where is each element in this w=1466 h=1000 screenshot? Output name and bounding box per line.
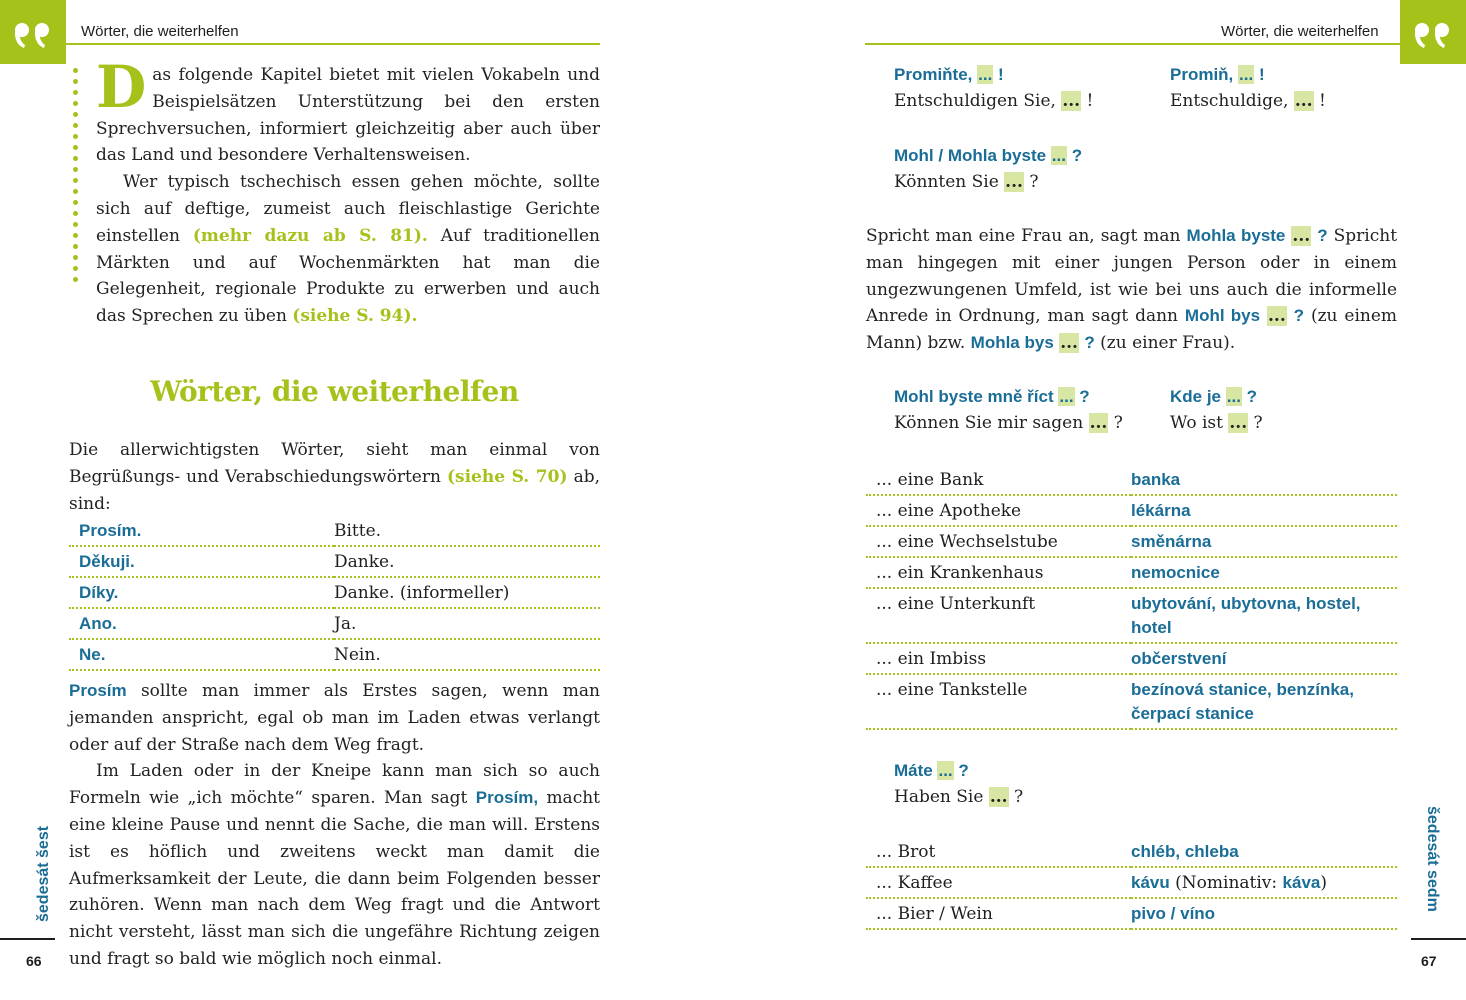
page-number-left: 66: [26, 953, 42, 969]
table-row: ... Bier / Wein pivo / víno: [866, 898, 1397, 929]
quote-icon-box: [0, 0, 66, 64]
address-paragraph: Spricht man eine Frau an, sagt man Mohla byste ... ? Spricht man hingegen mit einer jungen Person oder in einem ungezwungenen Umfeld, ist wie bei uns auch die informelle Anrede in Ordnung, man sagt dann Mohl bys ... ? (zu einem Mann) bzw. Mohla bys ... ? (zu einer Frau).: [866, 226, 1398, 354]
czech-term: občerstvení: [1131, 643, 1397, 674]
header-rule-right: [865, 43, 1400, 45]
czech-term: Ano.: [69, 608, 334, 639]
prosim-explanation: Prosím sollte man immer als Erstes sagen, wenn man jemanden anspricht, egal ob man im Laden etwas verlangt oder auf der Straße nach dem Weg fragt. Im Laden oder in der Kneipe kann man sich so auch Formeln wie „ich möchte“ sparen. Man sagt Prosím, macht eine kleine Pause und nennt die Sache, die man will. Erstens ist es höflich und zweitens weckt man damit die Aufmerksamkeit der Leute, die dann beim Folgenden besser zuhören. Wenn man nach dem Weg fragt und die Antwort nicht versteht, lässt man sich die ungefähre Richtung zeigen und fragt so bald wie möglich noch einmal.: [69, 681, 600, 969]
goods-table: [866, 837, 1397, 930]
table-row: [866, 526, 1397, 557]
phrase-mohl-byste-mne-rict: Mohl byste mně říct ... ? Können Sie mir sagen ... ?: [894, 387, 1123, 433]
running-title-left: Wörter, die weiterhelfen: [81, 23, 239, 40]
czech-term: Prosím.: [69, 516, 334, 546]
dotted-margin-line: [73, 68, 78, 288]
german-term: ... eine Bank: [866, 465, 1131, 495]
phrase-kde-je: Kde je ... ? Wo ist ... ?: [1170, 387, 1263, 433]
czech-word: Prosím,: [475, 788, 539, 808]
running-title-right: Wörter, die weiterhelfen: [1221, 23, 1379, 40]
czech-term: ubytování, ubytovna, hostel, hotel: [1131, 588, 1397, 643]
czech-word: Prosím: [69, 681, 127, 700]
czech-term: Díky.: [69, 577, 334, 608]
basic-vocab-table: [69, 516, 600, 671]
german-term: ... eine Apotheke: [866, 495, 1131, 526]
page-ref: (mehr dazu ab S. 81).: [192, 225, 428, 246]
table-row: [69, 516, 600, 546]
german-term: ... eine Unterkunft: [866, 588, 1131, 643]
phrase-prominte: Promiňte, ... ! Entschuldigen Sie, ... !: [894, 65, 1094, 111]
drop-cap: D: [96, 53, 147, 121]
header-rule-left: [66, 43, 600, 45]
german-term: ... ein Imbiss: [866, 643, 1131, 674]
table-row: [866, 674, 1397, 729]
table-row: [866, 557, 1397, 588]
table-row: [866, 465, 1397, 495]
table-row: [69, 639, 600, 670]
phrase-mate: Máte ... ? Haben Sie ... ?: [894, 761, 1024, 807]
czech-term: Ne.: [69, 639, 334, 670]
czech-term: banka: [1131, 465, 1397, 495]
footer-rule-right: [1411, 938, 1466, 940]
quote-icon: [1400, 0, 1466, 64]
page-ref: (siehe S. 94).: [292, 306, 418, 327]
table-row: [69, 608, 600, 639]
table-row: [866, 643, 1397, 674]
section-title: Wörter, die weiterhelfen: [150, 375, 519, 408]
german-term: Danke. (informeller): [334, 577, 600, 608]
places-table: [866, 465, 1397, 730]
czech-term: Děkuji.: [69, 546, 334, 577]
german-term: Nein.: [334, 639, 600, 670]
german-term: ... eine Tankstelle: [866, 674, 1131, 729]
lead-paragraph: Die allerwichtigsten Wörter, sieht man einmal von Begrüßungs- und Verabschiedungswörtern (siehe S. 70) ab, sind:: [69, 440, 601, 514]
phrase-promin: Promiň, ... ! Entschuldige, ... !: [1170, 65, 1326, 111]
table-row: ... Brot chléb, chleba: [866, 837, 1397, 867]
czech-term: nemocnice: [1131, 557, 1397, 588]
german-term: Bitte.: [334, 516, 600, 546]
quote-icon: [0, 0, 66, 64]
phrase-mohl-byste: Mohl / Mohla byste ... ? Könnten Sie ... ?: [894, 146, 1083, 192]
german-term: ... eine Wechselstube: [866, 526, 1131, 557]
table-row: [69, 546, 600, 577]
czech-term: směnárna: [1131, 526, 1397, 557]
intro-paragraph-2: Wer typisch tschechisch essen gehen möchte, sollte sich auf deftige, zumeist auch fleischlastige Gerichte einstellen (mehr dazu ab S. 81). Auf traditionellen Märkten und auf Wochenmärkten hat man die Gelegenheit, regionale Produkte zu erwerben und auch das Sprechen zu üben (siehe S. 94).: [96, 172, 600, 327]
intro-text: [96, 53, 600, 330]
footer-rule-left: [0, 938, 55, 940]
german-term: Danke.: [334, 546, 600, 577]
czech-term: lékárna: [1131, 495, 1397, 526]
page-word-number-right: šedesát sedm: [1424, 806, 1441, 912]
intro-paragraph-1: Das folgende Kapitel bietet mit vielen Vokabeln und Beispielsätzen Unterstützung bei den ersten Sprechversuchen, informiert gleichzeitig aber auch über das Land und besondere Verhaltensweisen.: [96, 53, 600, 166]
page-word-number-left: šedesát šest: [35, 825, 52, 922]
page-number-right: 67: [1421, 953, 1437, 969]
german-term: ... ein Krankenhaus: [866, 557, 1131, 588]
table-row: [69, 577, 600, 608]
page-ref: (siehe S. 70): [446, 466, 568, 487]
table-row: ... Kaffee kávu (Nominativ: káva): [866, 867, 1397, 898]
table-row: [866, 588, 1397, 643]
german-term: Ja.: [334, 608, 600, 639]
quote-icon-box: [1400, 0, 1466, 64]
table-row: [866, 495, 1397, 526]
czech-term: bezínová stanice, benzínka, čerpací stanice: [1131, 674, 1397, 729]
